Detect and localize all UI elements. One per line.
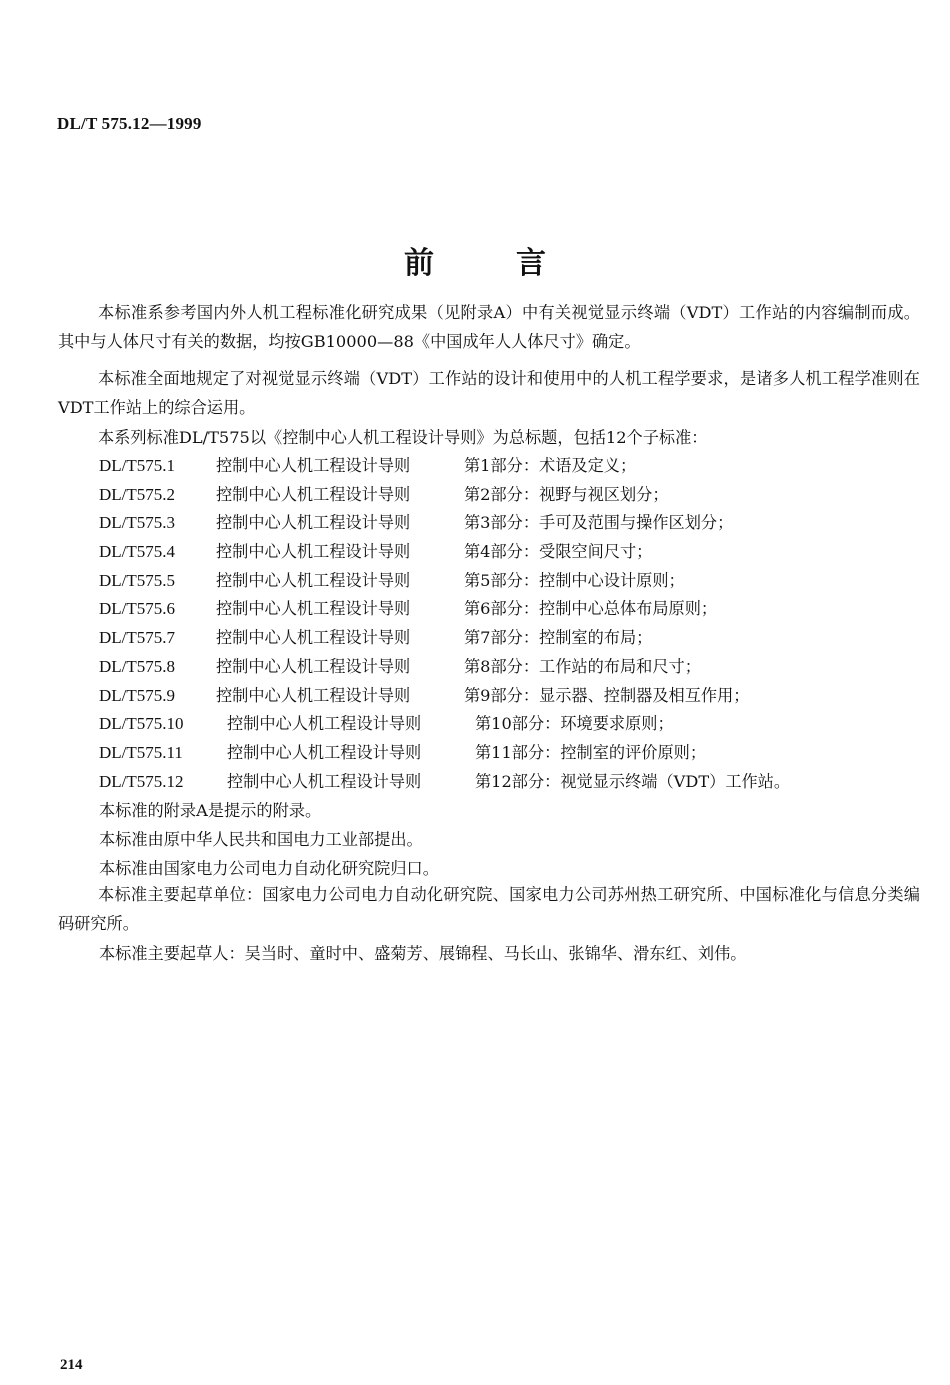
- series-title: 控制中心人机工程设计导则: [216, 513, 411, 533]
- standard-number: DL/T575.8: [99, 656, 176, 676]
- series-title: 控制中心人机工程设计导则: [216, 570, 411, 590]
- appendix-note: 本标准的附录A是提示的附录。: [99, 801, 322, 820]
- list-item: [99, 452, 790, 481]
- part-title: 第11部分：控制室的评价原则；: [475, 742, 707, 762]
- list-item: [99, 768, 790, 797]
- series-title: 控制中心人机工程设计导则: [216, 656, 411, 676]
- series-title: 控制中心人机工程设计导则: [227, 771, 422, 791]
- list-item: [99, 739, 790, 768]
- standard-number: DL/T575.3: [99, 513, 176, 533]
- standard-number: DL/T575.9: [99, 685, 176, 705]
- list-item: [99, 567, 790, 596]
- standard-number: DL/T575.12: [99, 771, 184, 791]
- list-item: [99, 624, 790, 653]
- paragraph-series-intro: 本系列标准DL/T575以《控制中心人机工程设计导则》为总标题，包括12个子标准：: [98, 428, 708, 447]
- part-title: 第10部分：环境要求原则；: [475, 714, 674, 734]
- series-title: 控制中心人机工程设计导则: [216, 628, 411, 648]
- standard-number: DL/T575.7: [99, 628, 176, 648]
- part-title: 第1部分：术语及定义；: [464, 456, 637, 475]
- standard-code-header: DL/T 575.12—1999: [57, 114, 202, 133]
- standard-number: DL/T575.11: [99, 742, 183, 762]
- list-item: [99, 538, 790, 567]
- series-title: 控制中心人机工程设计导则: [216, 542, 411, 562]
- part-title: 第5部分：控制中心设计原则；: [464, 570, 685, 590]
- part-title: 第6部分：控制中心总体布局原则；: [464, 599, 718, 619]
- standard-number: DL/T575.4: [99, 542, 176, 562]
- list-item: [99, 595, 790, 624]
- part-title: 第7部分：控制室的布局；: [464, 628, 653, 648]
- part-title: 第4部分：受限空间尺寸；: [464, 542, 653, 562]
- paragraph-scope: 本标准全面地规定了对视觉显示终端（VDT）工作站的设计和使用中的人机工程学要求，是诸多人机工程学准则在VDT工作站上的综合运用。: [58, 369, 920, 417]
- standard-number: DL/T575.2: [99, 484, 176, 504]
- drafters-note: 本标准主要起草人：吴当时、童时中、盛菊芳、展锦程、马长山、张锦华、滑东红、刘伟。: [99, 944, 747, 963]
- list-item: [99, 653, 790, 682]
- list-item: [99, 509, 790, 538]
- series-title: 控制中心人机工程设计导则: [216, 685, 411, 705]
- series-title: 控制中心人机工程设计导则: [216, 599, 411, 619]
- standard-number: DL/T575.10: [99, 714, 184, 734]
- managed-by-note: 本标准由国家电力公司电力自动化研究院归口。: [99, 859, 439, 878]
- standard-number: DL/T575.5: [99, 570, 176, 590]
- series-title: 控制中心人机工程设计导则: [227, 714, 422, 734]
- standard-number: DL/T575.1: [99, 456, 176, 475]
- page-number: 214: [60, 1357, 83, 1373]
- series-title: 控制中心人机工程设计导则: [216, 484, 411, 504]
- page-title: 前言: [404, 246, 628, 281]
- sub-standard-list: [99, 452, 790, 796]
- series-title: 控制中心人机工程设计导则: [216, 456, 411, 475]
- part-title: 第12部分：视觉显示终端（VDT）工作站。: [475, 771, 791, 791]
- part-title: 第2部分：视野与视区划分；: [464, 484, 669, 504]
- proposed-by-note: 本标准由原中华人民共和国电力工业部提出。: [99, 830, 423, 849]
- standard-number: DL/T575.6: [99, 599, 176, 619]
- part-title: 第8部分：工作站的布局和尺寸；: [464, 656, 701, 676]
- paragraph-reference: 本标准系参考国内外人机工程标准化研究成果（见附录A）中有关视觉显示终端（VDT）工作站的内容编制而成。其中与人体尺寸有关的数据，均按GB10000—88《中国成年人人体尺寸》确定。: [58, 303, 920, 351]
- drafting-units-note: 本标准主要起草单位：国家电力公司电力自动化研究院、国家电力公司苏州热工研究所、中国标准化与信息分类编码研究所。: [58, 885, 920, 933]
- list-item: [99, 481, 790, 510]
- part-title: 第9部分：显示器、控制器及相互作用；: [464, 685, 750, 705]
- list-item: [99, 710, 790, 739]
- series-title: 控制中心人机工程设计导则: [227, 742, 422, 762]
- list-item: [99, 682, 790, 711]
- part-title: 第3部分：手可及范围与操作区划分；: [464, 513, 734, 533]
